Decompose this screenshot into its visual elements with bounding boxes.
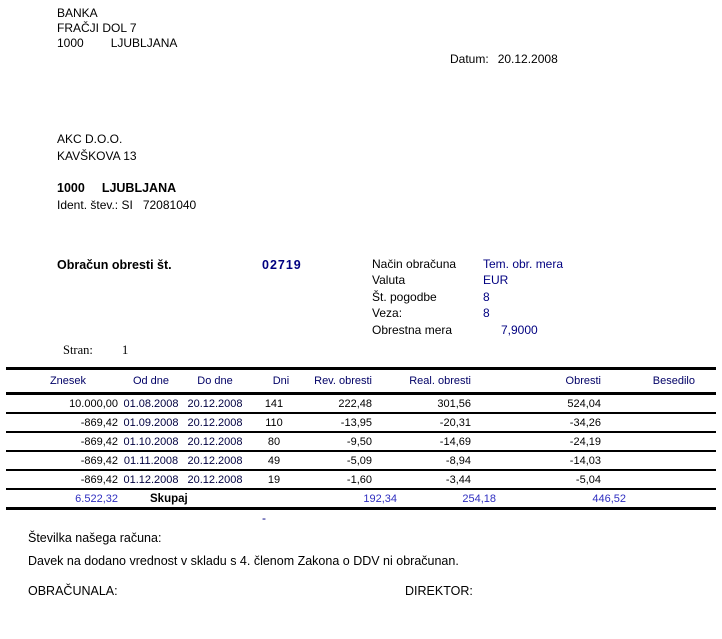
table-body	[6, 395, 716, 490]
table-cell: 141	[264, 397, 284, 410]
table-cell: -869,42	[80, 473, 118, 486]
table-total-row	[6, 490, 716, 507]
table-cell: -9,50	[346, 435, 372, 448]
recipient-postal-code: 1000	[57, 181, 85, 195]
table-cell: -34,26	[569, 416, 601, 429]
table-cell: -14,03	[569, 454, 601, 467]
table-cell: -869,42	[80, 416, 118, 429]
sender-postal-code: 1000	[57, 36, 84, 50]
page-label: Stran:	[63, 343, 93, 357]
total-obresti: 446,52	[592, 492, 626, 505]
table-cell: -20,31	[439, 416, 471, 429]
table-cell: 10.000,00	[69, 397, 118, 410]
table-row	[6, 395, 716, 414]
table-cell: 19	[267, 473, 281, 486]
page-value: 1	[122, 343, 129, 357]
table-cell: 301,56	[437, 397, 471, 410]
table-cell: -3,44	[445, 473, 471, 486]
ident-value: 72081040	[142, 198, 197, 212]
table-cell: 80	[267, 435, 281, 448]
info-row-veza	[372, 305, 563, 321]
table-cell: 20.12.2008	[187, 454, 243, 467]
spacer	[57, 165, 196, 180]
table-cell: -5,04	[575, 473, 601, 486]
sender-city-line	[57, 36, 177, 51]
table-cell: -1,60	[346, 473, 372, 486]
col-header-rev-obresti: Rev. obresti	[314, 375, 372, 387]
date-label: Datum:	[450, 52, 489, 66]
info-row-valuta	[372, 272, 563, 288]
col-header-od-dne: Od dne	[132, 375, 170, 387]
info-label: Način obračuna	[372, 257, 457, 271]
info-row-obrestna-mera	[372, 322, 563, 338]
total-znesek: 6.522,32	[75, 492, 118, 505]
col-header-obresti: Obresti	[565, 375, 601, 387]
info-label: Obrestna mera	[372, 322, 453, 337]
table-cell: 110	[265, 416, 283, 429]
table-cell: -24,19	[569, 435, 601, 448]
table-cell: -13,95	[340, 416, 372, 429]
table-cell: -14,69	[439, 435, 471, 448]
recipient-name: AKC D.O.O.	[57, 132, 123, 146]
calculation-info-panel	[372, 256, 563, 338]
recipient-ident-line	[57, 197, 196, 214]
recipient-city-line	[57, 180, 196, 197]
col-header-do-dne: Do dne	[197, 375, 233, 387]
total-real-obresti: 254,18	[462, 492, 496, 505]
info-label: Veza:	[372, 306, 403, 321]
table-cell: 49	[267, 454, 281, 467]
col-header-znesek: Znesek	[49, 375, 87, 387]
table-cell: 20.12.2008	[187, 435, 243, 448]
date-line	[450, 52, 558, 66]
sender-block	[57, 6, 177, 51]
table-cell: 01.08.2008	[123, 397, 179, 410]
table-cell: 01.10.2008	[123, 435, 179, 448]
info-value: EUR	[483, 273, 509, 288]
table-row	[6, 433, 716, 452]
info-label: Št. pogodbe	[372, 289, 437, 304]
sender-street: FRAČJI DOL 7	[57, 21, 137, 35]
table-row	[6, 414, 716, 433]
info-label: Valuta	[372, 273, 406, 288]
table-cell: 222,48	[338, 397, 372, 410]
director-label: DIREKTOR:	[405, 584, 473, 598]
info-value: 8	[483, 306, 490, 321]
date-value: 20.12.2008	[497, 52, 558, 66]
table-cell: 01.11.2008	[123, 454, 179, 467]
recipient-street: KAVŠKOVA 13	[57, 149, 137, 163]
table-cell: 20.12.2008	[187, 473, 243, 486]
info-value: 8	[483, 289, 490, 304]
table-cell: 20.12.2008	[187, 416, 243, 429]
sender-city: LJUBLJANA	[110, 36, 178, 50]
table-cell: 01.09.2008	[123, 416, 179, 429]
info-row-nacin	[372, 256, 563, 272]
col-header-real-obresti: Real. obresti	[409, 375, 471, 387]
table-cell: 20.12.2008	[187, 397, 243, 410]
prepared-by-label: OBRAČUNALA:	[28, 584, 118, 598]
table-cell: 01.12.2008	[123, 473, 179, 486]
table-row	[6, 471, 716, 490]
info-value: 7,9000	[501, 322, 538, 337]
recipient-city: LJUBLJANA	[101, 181, 177, 195]
table-cell: -5,09	[346, 454, 372, 467]
total-label: Skupaj	[150, 492, 188, 505]
col-header-besedilo: Besedilo	[652, 375, 695, 387]
table-cell: -869,42	[80, 454, 118, 467]
account-number-line: Številka našega računa:	[28, 531, 162, 545]
table-cell: 524,04	[567, 397, 601, 410]
table-row	[6, 452, 716, 471]
recipient-block	[57, 131, 196, 214]
page-number-line	[63, 343, 128, 358]
table-cell: -8,94	[445, 454, 471, 467]
vat-exemption-line: Davek na dodano vrednost v skladu s 4. členom Zakona o DDV ni obračunan.	[28, 554, 459, 568]
document-number: 02719	[262, 258, 302, 272]
col-header-dni: Dni	[272, 375, 290, 387]
info-value: Tem. obr. mera	[483, 257, 564, 271]
info-row-pogodba	[372, 289, 563, 305]
total-rev-obresti: 192,34	[363, 492, 397, 505]
footer-dash: -	[262, 511, 266, 525]
interest-table	[6, 367, 716, 510]
ident-label: Ident. štev.: SI	[57, 198, 133, 212]
table-cell: -869,42	[80, 435, 118, 448]
sender-name: BANKA	[57, 6, 98, 20]
table-header-row	[6, 370, 716, 395]
document-title: Obračun obresti št.	[57, 258, 172, 272]
